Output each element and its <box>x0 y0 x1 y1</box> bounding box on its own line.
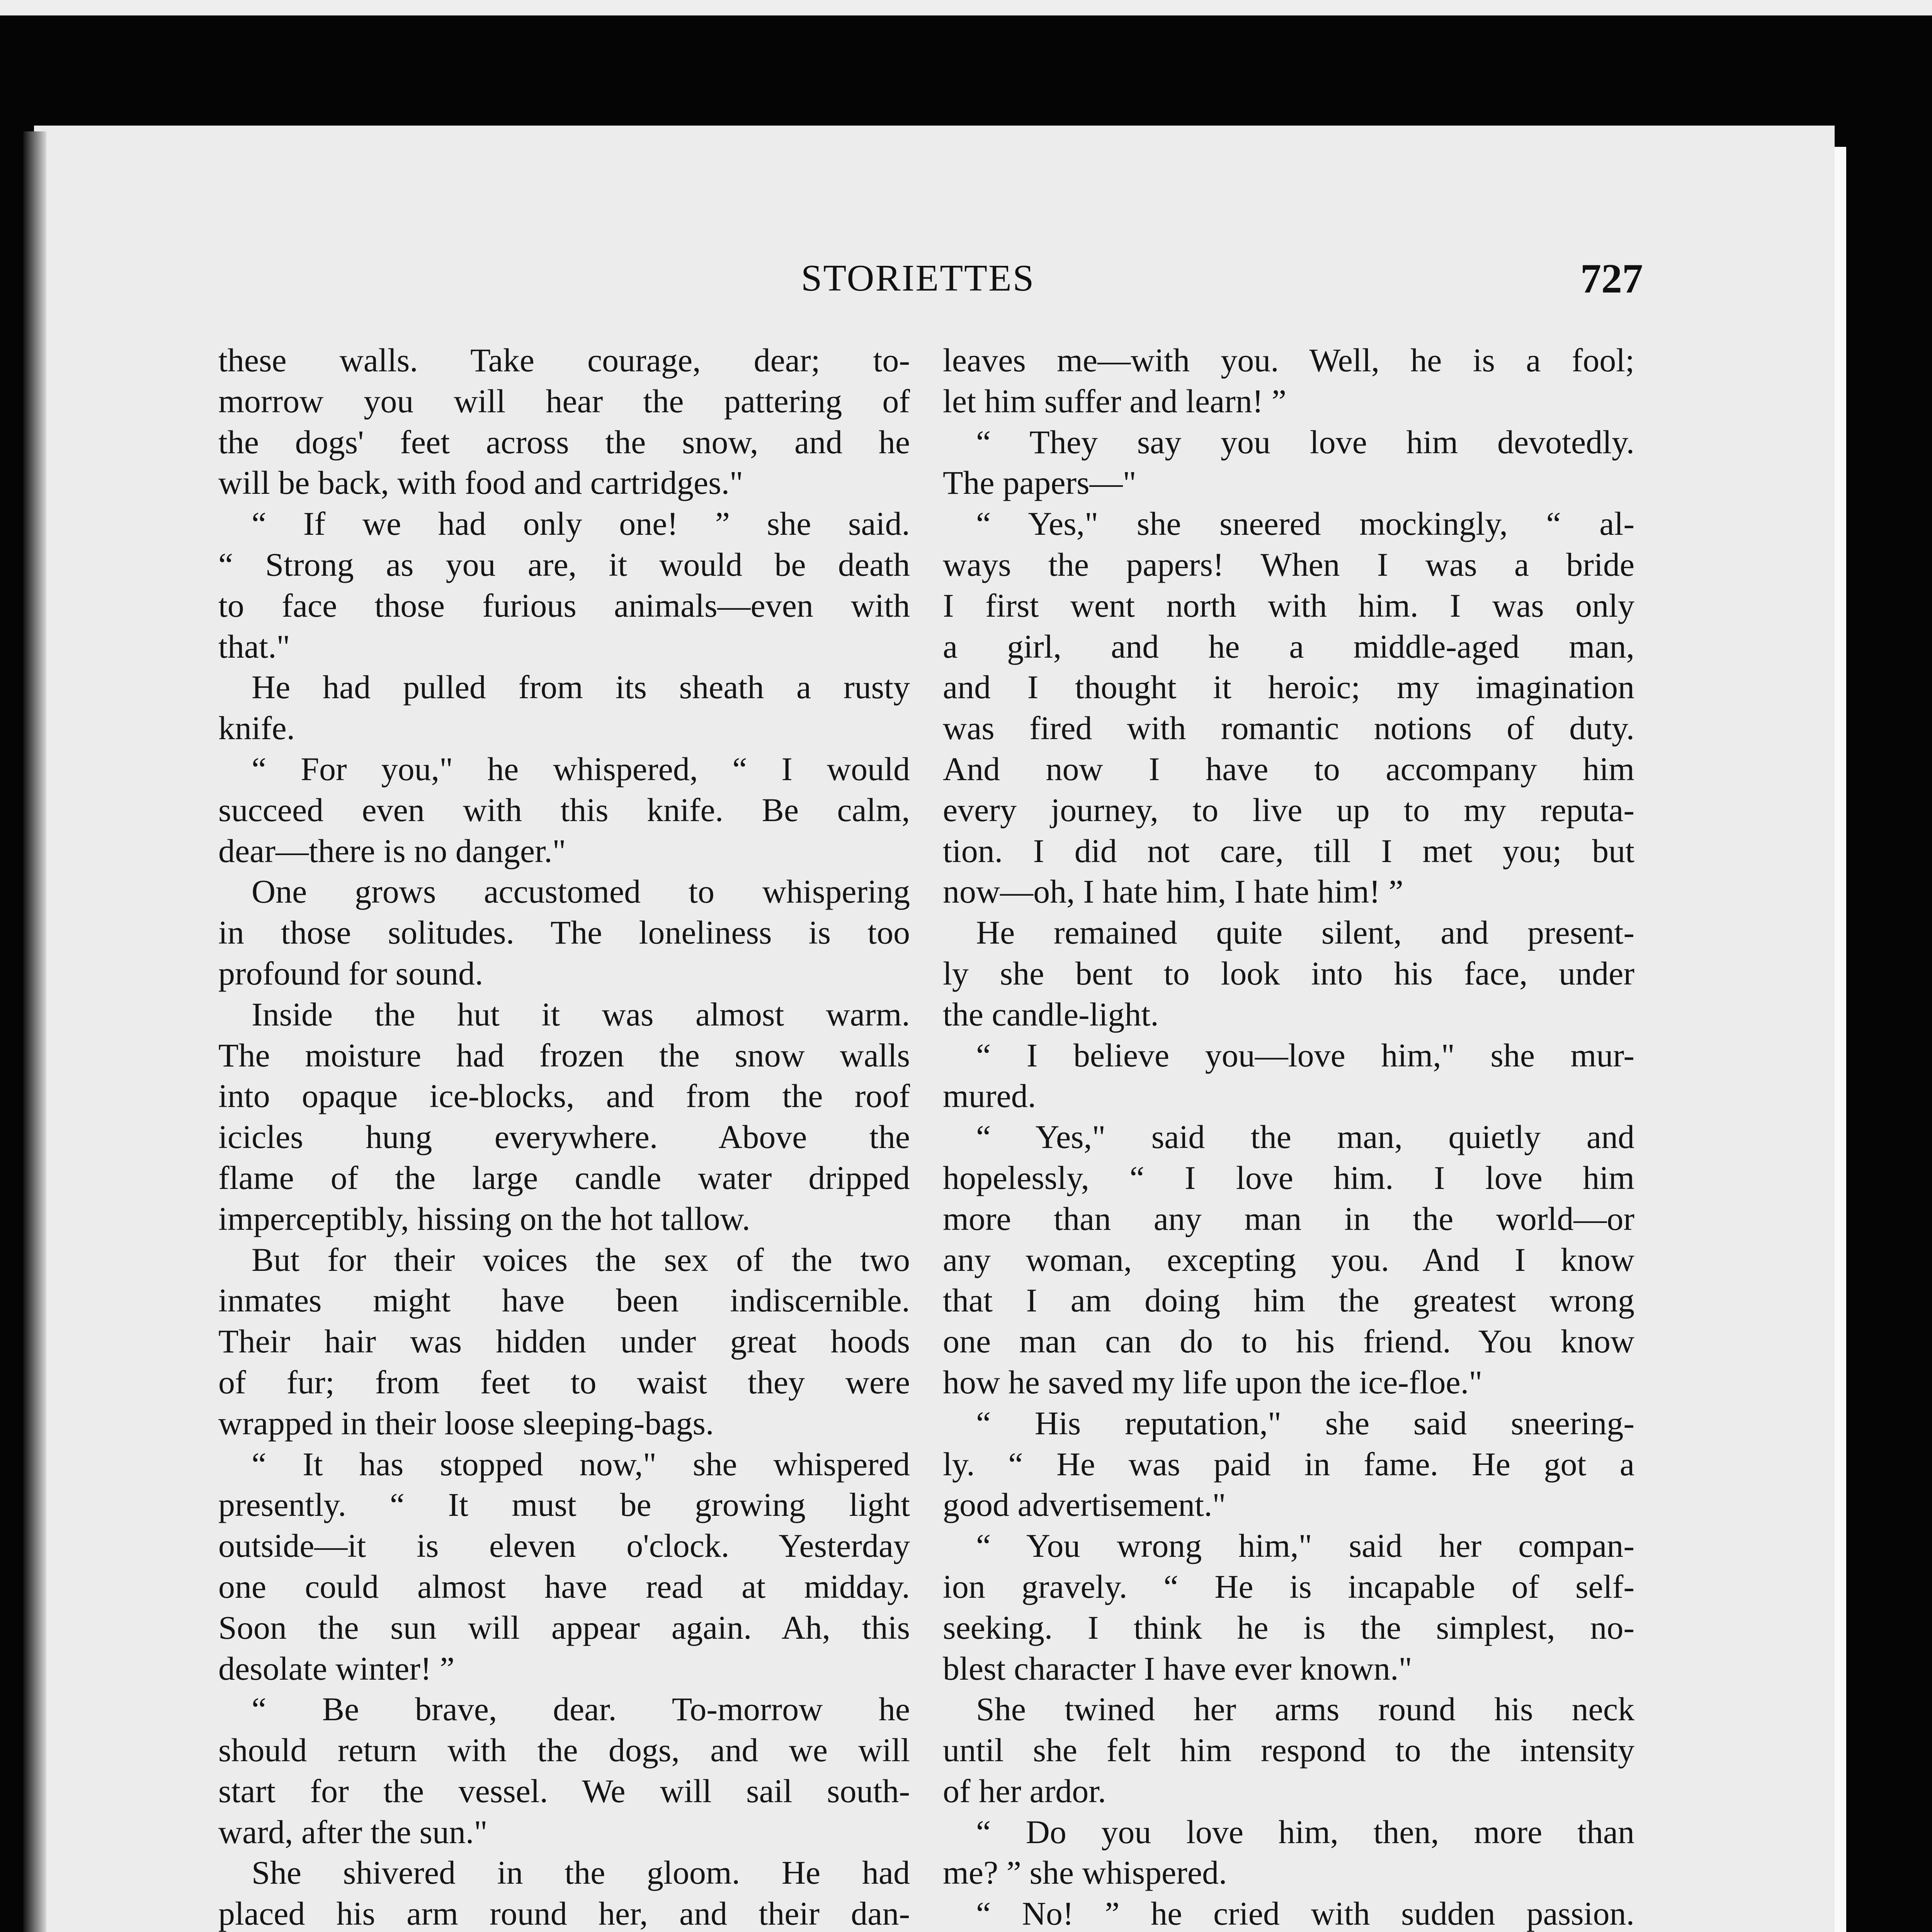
text-line: One grows accustomed to whispering <box>252 873 910 910</box>
text-line: succeed even with this knife. Be calm, <box>218 791 910 828</box>
text-line: “ Do you love him, then, more than <box>976 1813 1634 1850</box>
text-line: “ It has stopped now," she whispered <box>252 1445 910 1483</box>
text-line: tion. I did not care, till I met you; but <box>943 832 1634 869</box>
text-line: into opaque ice-blocks, and from the roof <box>218 1077 910 1115</box>
text-line: imperceptibly, hissing on the hot tallow. <box>218 1200 750 1237</box>
text-line: He had pulled from its sheath a rusty <box>252 668 910 706</box>
text-line: presently. “ It must be growing light <box>218 1486 910 1524</box>
text-line: ion gravely. “ He is incapable of self- <box>943 1568 1634 1605</box>
text-line: dear—there is no danger." <box>218 832 566 869</box>
page-edge <box>1835 147 1846 1932</box>
page-binding-shadow <box>23 131 46 1932</box>
text-line: until she felt him respond to the intensity <box>943 1731 1634 1769</box>
text-line: “ For you," he whispered, “ I would <box>252 750 910 787</box>
text-line: She twined her arms round his neck <box>976 1690 1634 1728</box>
text-line: of her ardor. <box>943 1772 1106 1810</box>
text-line: let him suffer and learn! ” <box>943 382 1287 420</box>
text-line: will be back, with food and cartridges." <box>218 464 743 502</box>
text-line: “ I believe you—love him," she mur- <box>976 1036 1634 1074</box>
text-line: desolate winter! ” <box>218 1650 455 1687</box>
text-line: ly. “ He was paid in fame. He got a <box>943 1445 1634 1483</box>
text-line: leaves me—with you. Well, he is a fool; <box>943 342 1634 379</box>
text-line: “ Yes," she sneered mockingly, “ al- <box>976 505 1634 543</box>
text-line: “ If we had only one! ” she said. <box>252 505 910 543</box>
text-line: any woman, excepting you. And I know <box>943 1241 1634 1278</box>
text-column-left <box>218 340 910 1932</box>
text-line: a girl, and he a middle-aged man, <box>943 628 1634 665</box>
text-line: more than any man in the world—or <box>943 1200 1634 1237</box>
text-line: the candle-light. <box>943 995 1159 1033</box>
page-number: 727 <box>1580 256 1643 302</box>
text-line: was fired with romantic notions of duty. <box>943 709 1634 747</box>
text-line: seeking. I think he is the simplest, no- <box>943 1609 1634 1646</box>
text-line: ways the papers! When I was a bride <box>943 546 1634 583</box>
text-line: blest character I have ever known." <box>943 1650 1412 1687</box>
text-line: that." <box>218 628 290 665</box>
text-line: now—oh, I hate him, I hate him! ” <box>943 873 1403 910</box>
text-line: the dogs' feet across the snow, and he <box>218 423 910 461</box>
text-line: He remained quite silent, and present- <box>976 914 1634 951</box>
text-line: outside—it is eleven o'clock. Yesterday <box>218 1527 910 1565</box>
text-line: “ You wrong him," said her compan- <box>976 1527 1634 1565</box>
text-line: I first went north with him. I was only <box>943 587 1634 624</box>
text-line: The papers—" <box>943 464 1136 502</box>
text-line: in those solitudes. The loneliness is too <box>218 914 910 951</box>
text-line: these walls. Take courage, dear; to- <box>218 342 910 379</box>
text-line: to face those furious animals—even with <box>218 587 910 624</box>
running-head: STORIETTES <box>801 257 1035 299</box>
text-line: that I am doing him the greatest wrong <box>943 1282 1634 1319</box>
scan-top-strip <box>0 0 1932 15</box>
text-line: profound for sound. <box>218 954 483 992</box>
text-line: inmates might have been indiscernible. <box>218 1282 910 1319</box>
text-line: She shivered in the gloom. He had <box>252 1854 910 1891</box>
text-line: morrow you will hear the pattering of <box>218 382 910 420</box>
text-line: should return with the dogs, and we will <box>218 1731 910 1769</box>
text-column-right <box>943 340 1634 1932</box>
text-line: good advertisement." <box>943 1486 1226 1524</box>
text-line: Their hair was hidden under great hoods <box>218 1323 910 1360</box>
text-line: me? ” she whispered. <box>943 1854 1227 1891</box>
text-line: ly she bent to look into his face, under <box>943 954 1634 992</box>
text-line: “ Strong as you are, it would be death <box>218 546 910 583</box>
text-line: knife. <box>218 709 295 747</box>
text-line: “ His reputation," she said sneering- <box>976 1404 1634 1442</box>
text-line: how he saved my life upon the ice-floe." <box>943 1363 1483 1401</box>
text-line: icicles hung everywhere. Above the <box>218 1118 910 1156</box>
text-line: and I thought it heroic; my imagination <box>943 668 1634 706</box>
text-line: one could almost have read at midday. <box>218 1568 910 1605</box>
text-line: Inside the hut it was almost warm. <box>252 995 910 1033</box>
text-line: wrapped in their loose sleeping-bags. <box>218 1404 714 1442</box>
text-line: “ They say you love him devotedly. <box>976 423 1634 461</box>
text-line: one man can do to his friend. You know <box>943 1323 1634 1360</box>
text-line: start for the vessel. We will sail south- <box>218 1772 910 1810</box>
text-line: placed his arm round her, and their dan- <box>218 1895 910 1932</box>
text-line: mured. <box>943 1077 1036 1115</box>
text-line: And now I have to accompany him <box>943 750 1634 787</box>
text-line: every journey, to live up to my reputa- <box>943 791 1634 828</box>
text-line: “ No! ” he cried with sudden passion. <box>976 1895 1634 1932</box>
text-line: of fur; from feet to waist they were <box>218 1363 910 1401</box>
text-line: The moisture had frozen the snow walls <box>218 1036 910 1074</box>
text-line: flame of the large candle water dripped <box>218 1159 910 1196</box>
text-line: ward, after the sun." <box>218 1813 488 1850</box>
text-line: Soon the sun will appear again. Ah, this <box>218 1609 910 1646</box>
text-line: But for their voices the sex of the two <box>252 1241 910 1278</box>
text-line: hopelessly, “ I love him. I love him <box>943 1159 1634 1196</box>
text-line: “ Be brave, dear. To-morrow he <box>252 1690 910 1728</box>
text-line: “ Yes," said the man, quietly and <box>976 1118 1634 1156</box>
